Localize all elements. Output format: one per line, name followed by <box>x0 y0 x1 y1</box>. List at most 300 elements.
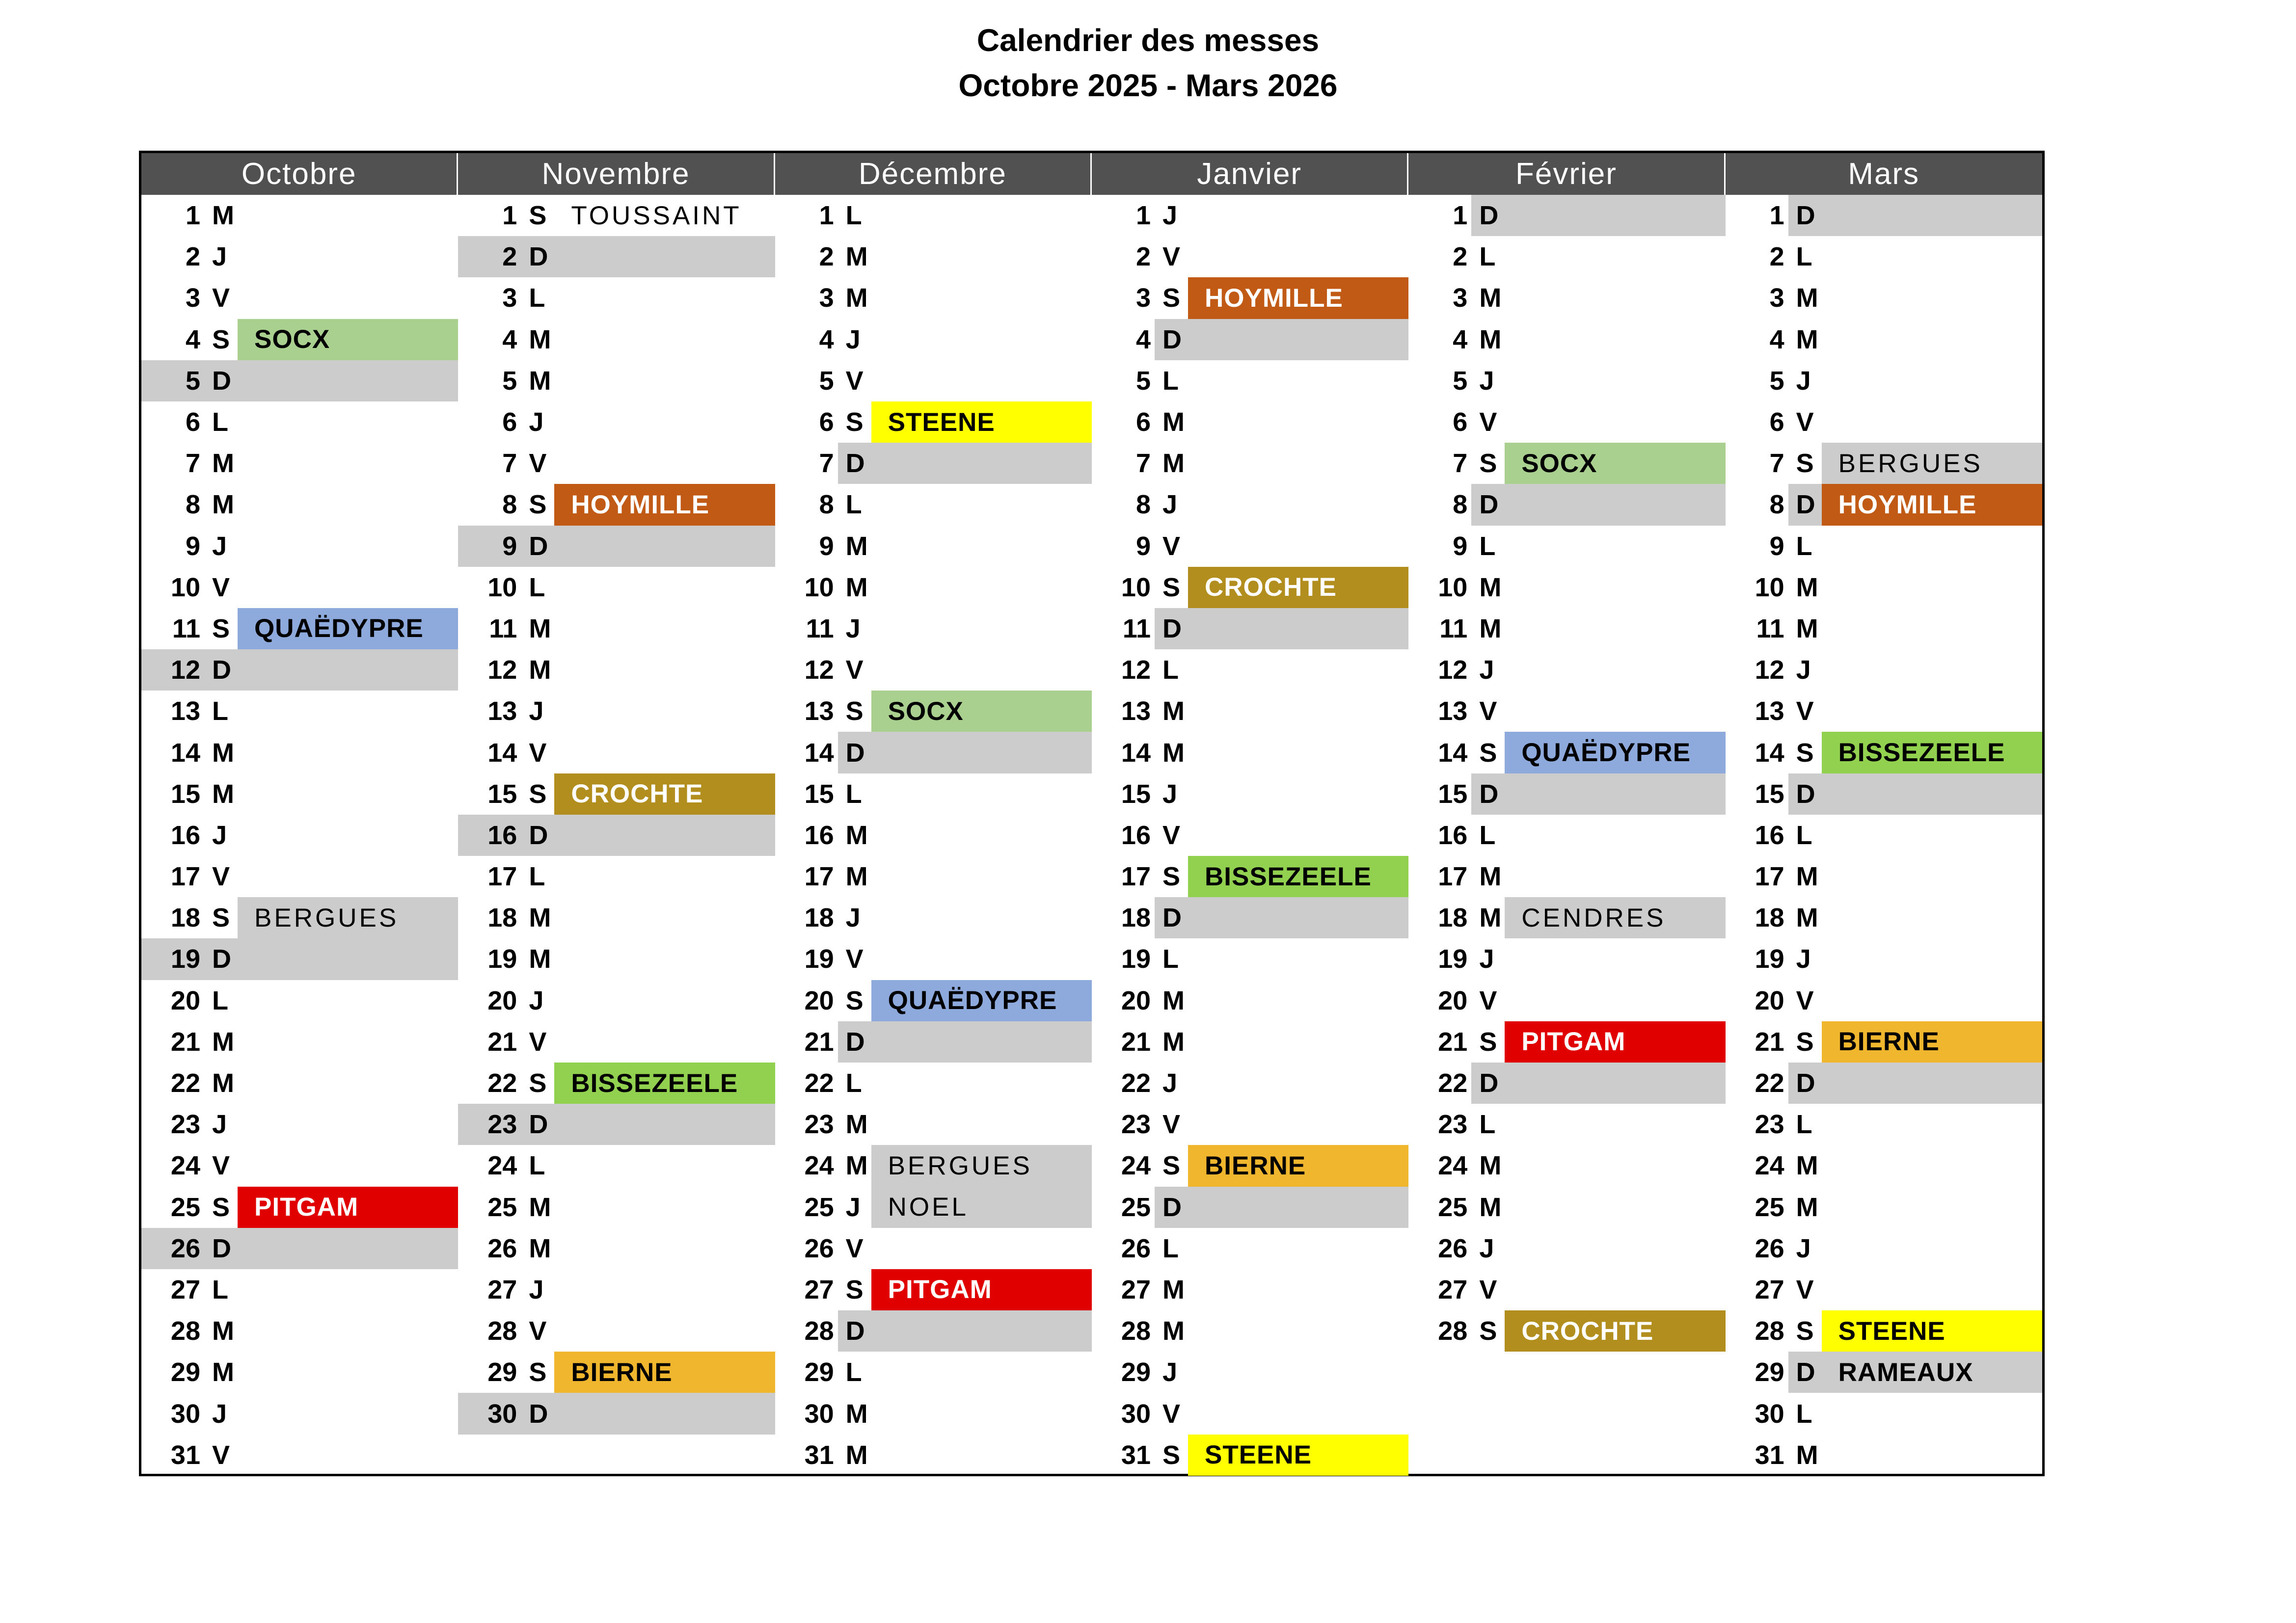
day-row <box>1408 1104 1725 1145</box>
day-number: 13 <box>1121 696 1151 726</box>
day-letter: V <box>212 572 230 602</box>
month-column-janvier <box>1092 153 1408 1474</box>
day-number: 23 <box>170 1110 200 1140</box>
day-row <box>1726 897 2042 938</box>
day-letter: L <box>212 696 228 726</box>
day-letter: D <box>212 1233 231 1263</box>
day-letter: M <box>529 613 551 643</box>
day-row <box>775 938 1092 980</box>
day-number: 20 <box>170 985 200 1015</box>
day-number: 22 <box>804 1068 834 1098</box>
day-letter: M <box>1479 1192 1502 1222</box>
day-letter: D <box>845 1027 865 1057</box>
day-letter: S <box>1162 1151 1181 1181</box>
day-row <box>458 1145 775 1186</box>
day-row <box>1726 732 2042 773</box>
day-row <box>775 1435 1092 1476</box>
day-number: 29 <box>1121 1357 1151 1387</box>
day-row <box>1726 1310 2042 1352</box>
day-letter: M <box>1479 862 1502 892</box>
day-row <box>141 732 458 773</box>
day-number: 5 <box>1769 366 1784 396</box>
day-letter: L <box>212 407 228 437</box>
day-letter: M <box>1796 862 1818 892</box>
day-letter: V <box>212 1151 230 1181</box>
day-number: 16 <box>1121 820 1151 850</box>
day-number: 1 <box>819 201 834 231</box>
day-letter: M <box>1479 283 1502 313</box>
day-letter: D <box>529 1399 548 1429</box>
day-number: 25 <box>1755 1192 1784 1222</box>
day-row <box>1092 1063 1408 1104</box>
day-letter: D <box>529 1110 548 1140</box>
day-row <box>1726 195 2042 236</box>
day-letter: M <box>1796 1192 1818 1222</box>
day-row <box>141 1310 458 1352</box>
day-number: 31 <box>1121 1440 1151 1470</box>
day-row <box>1408 1310 1725 1352</box>
day-letter: M <box>529 1192 551 1222</box>
day-number: 20 <box>487 985 517 1015</box>
day-letter: L <box>1796 1399 1812 1429</box>
day-letter: V <box>529 1316 547 1346</box>
event-label-bergues: BERGUES <box>238 897 458 938</box>
day-letter: L <box>529 1151 545 1181</box>
day-number: 26 <box>804 1233 834 1263</box>
day-letter: M <box>845 862 868 892</box>
day-number: 28 <box>1438 1316 1468 1346</box>
day-letter: L <box>212 985 228 1015</box>
day-letter: L <box>1162 944 1179 974</box>
day-row <box>141 649 458 691</box>
day-number: 21 <box>1121 1027 1151 1057</box>
day-number: 18 <box>1438 903 1468 933</box>
day-row <box>1092 1021 1408 1063</box>
day-number: 1 <box>502 201 517 231</box>
day-row <box>1092 1187 1408 1228</box>
day-number: 14 <box>1438 738 1468 768</box>
day-row <box>458 980 775 1021</box>
day-letter: M <box>1162 449 1185 479</box>
day-number: 3 <box>1135 283 1151 313</box>
day-row <box>1726 1393 2042 1434</box>
event-label-bierne: BIERNE <box>1188 1145 1408 1186</box>
day-row <box>1408 360 1725 401</box>
day-row <box>1726 401 2042 443</box>
day-number: 26 <box>1755 1233 1784 1263</box>
day-row <box>1726 443 2042 484</box>
day-letter: D <box>529 820 548 850</box>
day-letter: D <box>212 944 231 974</box>
day-number: 17 <box>1755 862 1784 892</box>
day-number: 12 <box>170 655 200 685</box>
day-letter: V <box>1796 407 1814 437</box>
day-row <box>141 1393 458 1434</box>
day-row <box>1726 649 2042 691</box>
day-number: 2 <box>185 242 200 272</box>
day-letter: V <box>1162 820 1181 850</box>
day-letter: M <box>529 944 551 974</box>
day-number: 8 <box>1453 490 1468 520</box>
day-letter: V <box>1479 407 1497 437</box>
day-letter: V <box>1479 985 1497 1015</box>
day-number: 30 <box>1755 1399 1784 1429</box>
day-letter: S <box>1796 1027 1814 1057</box>
day-number: 21 <box>170 1027 200 1057</box>
day-row <box>1408 443 1725 484</box>
day-letter: M <box>212 738 234 768</box>
day-number: 18 <box>804 903 834 933</box>
day-letter: S <box>1479 738 1497 768</box>
day-letter: D <box>845 1316 865 1346</box>
day-row <box>1092 856 1408 897</box>
day-number: 3 <box>185 283 200 313</box>
day-letter: M <box>845 531 868 561</box>
day-row <box>458 773 775 815</box>
day-number: 19 <box>487 944 517 974</box>
day-row <box>775 1352 1092 1393</box>
day-number: 9 <box>502 531 517 561</box>
day-letter: D <box>1796 490 1815 520</box>
day-row <box>1092 608 1408 649</box>
day-row <box>458 1228 775 1269</box>
day-letter: J <box>1162 779 1178 809</box>
day-letter: D <box>1796 1068 1815 1098</box>
day-letter: L <box>845 1357 862 1387</box>
event-label-hoymille: HOYMILLE <box>1822 484 2042 525</box>
day-letter: L <box>212 1275 228 1304</box>
day-row <box>1408 608 1725 649</box>
day-row <box>775 195 1092 236</box>
day-row <box>458 195 775 236</box>
day-number: 12 <box>1755 655 1784 685</box>
day-letter: L <box>1479 1110 1496 1140</box>
title-line2: Octobre 2025 - Mars 2026 <box>958 68 1338 103</box>
day-number: 28 <box>1121 1316 1151 1346</box>
day-row <box>775 1310 1092 1352</box>
day-number: 24 <box>1121 1151 1151 1181</box>
day-letter: S <box>1162 862 1181 892</box>
day-number: 12 <box>804 655 834 685</box>
day-row <box>458 1187 775 1228</box>
day-row <box>1726 567 2042 608</box>
day-letter: V <box>529 449 547 479</box>
day-number: 28 <box>487 1316 517 1346</box>
day-letter: J <box>1796 944 1811 974</box>
day-letter: M <box>1162 1275 1185 1304</box>
day-row <box>775 277 1092 319</box>
month-body <box>141 195 458 1476</box>
day-row <box>1726 773 2042 815</box>
day-row <box>1092 1269 1408 1310</box>
day-letter: V <box>1796 985 1814 1015</box>
day-letter: J <box>1162 490 1178 520</box>
day-row <box>1726 1187 2042 1228</box>
day-row <box>1092 195 1408 236</box>
day-number: 29 <box>170 1357 200 1387</box>
day-number: 7 <box>819 449 834 479</box>
day-number: 5 <box>502 366 517 396</box>
day-letter: S <box>529 779 547 809</box>
day-row <box>1092 360 1408 401</box>
day-number: 29 <box>804 1357 834 1387</box>
day-row <box>1408 1228 1725 1269</box>
day-letter: V <box>212 283 230 313</box>
day-row <box>141 980 458 1021</box>
day-letter: L <box>1162 655 1179 685</box>
day-letter: L <box>1479 242 1496 272</box>
day-letter: L <box>845 1068 862 1098</box>
day-row <box>775 1187 1092 1228</box>
day-number: 17 <box>804 862 834 892</box>
day-letter: J <box>1479 655 1494 685</box>
day-letter: D <box>845 449 865 479</box>
day-row <box>775 1228 1092 1269</box>
event-label-pitgam: PITGAM <box>1505 1021 1725 1063</box>
day-row <box>1408 897 1725 938</box>
day-row <box>141 484 458 525</box>
day-row <box>775 443 1092 484</box>
day-row <box>1726 1435 2042 1476</box>
day-row <box>1726 1352 2042 1393</box>
day-number: 18 <box>170 903 200 933</box>
day-number: 15 <box>1121 779 1151 809</box>
day-row <box>1408 567 1725 608</box>
day-number: 11 <box>1122 613 1151 643</box>
day-row <box>141 938 458 980</box>
day-letter: S <box>212 613 230 643</box>
day-letter: M <box>529 655 551 685</box>
day-letter: D <box>1796 201 1815 231</box>
day-number: 3 <box>819 283 834 313</box>
day-number: 23 <box>1438 1110 1468 1140</box>
day-number: 2 <box>502 242 517 272</box>
day-letter: L <box>1796 531 1812 561</box>
event-label-cendres: CENDRES <box>1505 897 1725 938</box>
day-letter: V <box>529 1027 547 1057</box>
day-number: 11 <box>806 613 834 643</box>
day-row <box>1726 608 2042 649</box>
page-title <box>0 18 2296 108</box>
day-number: 14 <box>804 738 834 768</box>
day-letter: J <box>529 985 544 1015</box>
day-row <box>141 1269 458 1310</box>
day-number: 6 <box>185 407 200 437</box>
day-number: 31 <box>1755 1440 1784 1470</box>
day-number: 26 <box>487 1233 517 1263</box>
day-number: 13 <box>804 696 834 726</box>
day-letter: V <box>845 944 864 974</box>
day-row <box>1408 856 1725 897</box>
day-letter: S <box>1796 738 1814 768</box>
day-letter: V <box>212 862 230 892</box>
day-letter: D <box>212 366 231 396</box>
day-row <box>1726 319 2042 360</box>
day-letter: V <box>1162 1399 1181 1429</box>
day-row <box>141 691 458 732</box>
month-body <box>458 195 775 1474</box>
day-row <box>141 360 458 401</box>
day-number: 13 <box>1755 696 1784 726</box>
day-row <box>141 1021 458 1063</box>
day-number: 23 <box>487 1110 517 1140</box>
day-letter: L <box>529 572 545 602</box>
day-letter: V <box>212 1440 230 1470</box>
day-number: 4 <box>1769 324 1784 354</box>
day-letter: M <box>1162 1027 1185 1057</box>
day-letter: V <box>1479 696 1497 726</box>
day-letter: V <box>529 738 547 768</box>
day-letter: M <box>212 449 234 479</box>
day-row <box>1092 773 1408 815</box>
day-number: 5 <box>1135 366 1151 396</box>
day-row <box>458 608 775 649</box>
day-number: 20 <box>1438 985 1468 1015</box>
day-row <box>141 1435 458 1476</box>
day-letter: M <box>1796 903 1818 933</box>
day-letter: D <box>845 738 865 768</box>
day-number: 7 <box>502 449 517 479</box>
day-letter: S <box>529 201 547 231</box>
event-label-crochte: CROCHTE <box>1188 567 1408 608</box>
day-letter: L <box>1796 1110 1812 1140</box>
day-letter: M <box>212 490 234 520</box>
event-label-crochte: CROCHTE <box>554 773 775 815</box>
day-row <box>775 815 1092 856</box>
day-row <box>775 360 1092 401</box>
day-row <box>775 526 1092 567</box>
day-number: 22 <box>487 1068 517 1098</box>
day-letter: S <box>1162 283 1181 313</box>
day-number: 3 <box>1769 283 1784 313</box>
day-row <box>141 1352 458 1393</box>
day-row <box>141 1187 458 1228</box>
day-row <box>775 401 1092 443</box>
day-row <box>775 1145 1092 1186</box>
day-letter: M <box>1796 572 1818 602</box>
month-column-février <box>1408 153 1725 1474</box>
day-number: 13 <box>170 696 200 726</box>
day-row <box>775 856 1092 897</box>
day-row <box>775 1104 1092 1145</box>
month-header: Octobre <box>141 153 458 195</box>
day-row <box>1092 1435 1408 1476</box>
day-row <box>1092 526 1408 567</box>
day-row <box>775 732 1092 773</box>
day-row <box>1092 401 1408 443</box>
day-number: 18 <box>1755 903 1784 933</box>
day-row <box>775 567 1092 608</box>
day-letter: V <box>1479 1275 1497 1304</box>
day-number: 14 <box>1755 738 1784 768</box>
day-number: 2 <box>1769 242 1784 272</box>
event-label-bierne: BIERNE <box>554 1352 775 1393</box>
day-number: 15 <box>170 779 200 809</box>
day-row <box>458 360 775 401</box>
day-letter: S <box>1479 1316 1497 1346</box>
day-letter: L <box>1162 366 1179 396</box>
day-row <box>1092 691 1408 732</box>
day-number: 26 <box>1121 1233 1151 1263</box>
month-body <box>1408 195 1725 1474</box>
day-number: 23 <box>804 1110 834 1140</box>
day-letter: J <box>212 531 227 561</box>
day-letter: D <box>1479 1068 1499 1098</box>
event-label-hoymille: HOYMILLE <box>1188 277 1408 319</box>
day-letter: M <box>1479 324 1502 354</box>
event-label-noel: NOEL <box>871 1187 1092 1228</box>
day-row <box>1092 732 1408 773</box>
day-row <box>1408 773 1725 815</box>
day-number: 6 <box>1769 407 1784 437</box>
day-number: 28 <box>804 1316 834 1346</box>
day-number: 8 <box>185 490 200 520</box>
day-letter: M <box>1479 1151 1502 1181</box>
day-letter: J <box>529 407 544 437</box>
day-letter: J <box>1796 366 1811 396</box>
event-label-bissezeele: BISSEZEELE <box>554 1063 775 1104</box>
day-letter: J <box>212 1110 227 1140</box>
day-letter: L <box>845 779 862 809</box>
day-row <box>458 1063 775 1104</box>
day-letter: S <box>212 324 230 354</box>
day-number: 1 <box>1135 201 1151 231</box>
day-number: 26 <box>1438 1233 1468 1263</box>
day-letter: L <box>529 862 545 892</box>
day-letter: V <box>845 366 864 396</box>
day-row <box>458 1104 775 1145</box>
day-number: 2 <box>819 242 834 272</box>
day-letter: M <box>212 1357 234 1387</box>
day-letter: L <box>1796 242 1812 272</box>
day-letter: M <box>1796 613 1818 643</box>
day-number: 11 <box>489 613 517 643</box>
day-row <box>1092 1104 1408 1145</box>
day-letter: V <box>1796 1275 1814 1304</box>
day-row <box>1726 526 2042 567</box>
day-letter: M <box>1162 1316 1185 1346</box>
day-letter: J <box>1162 1357 1178 1387</box>
day-number: 25 <box>1438 1192 1468 1222</box>
day-number: 17 <box>487 862 517 892</box>
day-row <box>141 897 458 938</box>
day-row <box>775 1393 1092 1434</box>
day-number: 11 <box>1439 613 1468 643</box>
day-letter: J <box>529 696 544 726</box>
day-row <box>1726 277 2042 319</box>
day-number: 13 <box>1438 696 1468 726</box>
day-letter: M <box>845 1440 868 1470</box>
day-letter: J <box>212 1399 227 1429</box>
day-number: 15 <box>1755 779 1784 809</box>
day-number: 24 <box>170 1151 200 1181</box>
day-letter: J <box>212 820 227 850</box>
day-row <box>775 319 1092 360</box>
day-row <box>1408 732 1725 773</box>
day-number: 16 <box>1438 820 1468 850</box>
day-row <box>458 732 775 773</box>
day-row <box>775 484 1092 525</box>
day-number: 20 <box>1121 985 1151 1015</box>
month-header: Février <box>1408 153 1725 195</box>
day-letter: S <box>529 1068 547 1098</box>
day-number: 12 <box>1438 655 1468 685</box>
day-row <box>1408 277 1725 319</box>
day-letter: V <box>1796 696 1814 726</box>
day-number: 15 <box>804 779 834 809</box>
calendar <box>139 151 2045 1476</box>
day-letter: D <box>1479 490 1499 520</box>
